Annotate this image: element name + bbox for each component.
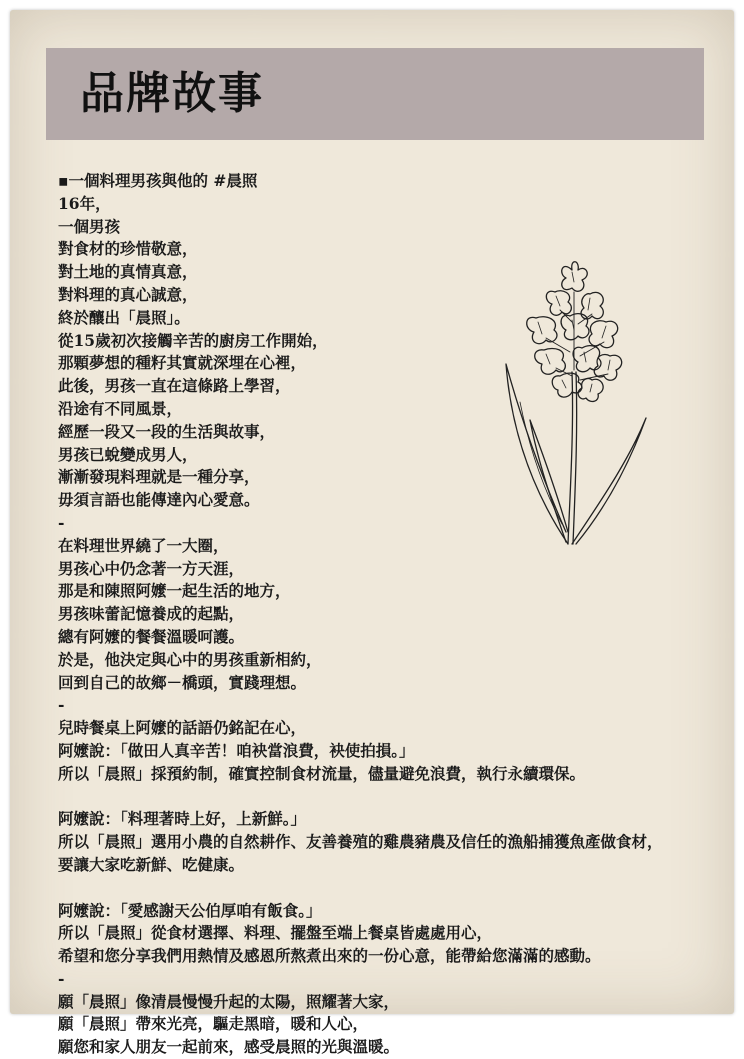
story-line: 一個男孩	[58, 216, 121, 236]
story-line: 經歷一段又一段的生活與故事，	[58, 421, 276, 441]
story-line: 對料理的真心誠意，	[58, 284, 198, 304]
story-line: 願「晨照」帶來光亮，驅走黑暗，暖和人心，	[58, 1014, 369, 1034]
story-line: 那是和陳照阿嬤一起生活的地方，	[58, 581, 291, 601]
story-line: 願「晨照」像清晨慢慢升起的太陽，照耀著大家，	[58, 991, 400, 1011]
title-banner	[46, 48, 704, 140]
story-line: 總有阿嬤的餐餐溫暖呵護。	[58, 626, 245, 646]
story-line: -	[58, 695, 65, 715]
story-line: 阿嬤說：「愛感謝天公伯厚咱有飯食。」	[58, 900, 322, 920]
story-line: 男孩味蕾記憶養成的起點，	[58, 604, 245, 624]
story-line: 在料理世界繞了一大圈，	[58, 535, 229, 555]
story-line: 所以「晨照」從食材選擇、料理、擺盤至端上餐桌皆處處用心，	[58, 923, 493, 943]
story-line: 阿嬤說：「做田人真辛苦！咱袂當浪費，袂使拍損。」	[58, 740, 415, 760]
story-line: 於是，他決定與心中的男孩重新相約，	[58, 649, 322, 669]
story-line: 所以「晨照」採預約制，確實控制食材流量，儘量避免浪費，執行永續環保。	[58, 763, 586, 783]
story-line: -	[58, 968, 65, 988]
story-line: 毋須言語也能傳達內心愛意。	[58, 490, 260, 510]
blank-line	[58, 786, 738, 809]
story-line: 此後，男孩一直在這條路上學習，	[58, 376, 291, 396]
story-line: ▪一個料理男孩與他的 #晨照	[58, 171, 258, 190]
story-line: 回到自己的故鄉－橋頭，實踐理想。	[58, 672, 307, 692]
story-line: 願您和家人朋友一起前來，感受晨照的光與溫暖。	[58, 1037, 400, 1057]
story-line: 終於釀出「晨照」。	[58, 307, 190, 327]
story-line: 從15歲初次接觸辛苦的廚房工作開始，	[58, 330, 328, 350]
blank-line	[58, 877, 738, 900]
story-line: 阿嬤說：「料理著時上好，上新鮮。」	[58, 809, 307, 829]
story-line: 要讓大家吃新鮮、吃健康。	[58, 854, 245, 874]
story-line: -	[58, 512, 65, 532]
hyacinth-illustration	[500, 252, 652, 552]
story-line: 漸漸發現料理就是一種分享，	[58, 467, 260, 487]
story-line: 那顆夢想的種籽其實就深埋在心裡，	[58, 353, 307, 373]
story-line: 希望和您分享我們用熱情及感恩所熬煮出來的一份心意，能帶給您滿滿的感動。	[58, 946, 601, 966]
story-line: 對食材的珍惜敬意，	[58, 239, 198, 259]
page-title: 品牌故事	[80, 68, 264, 119]
story-line: 對土地的真情真意，	[58, 262, 198, 282]
story-line: 16年，	[58, 193, 111, 213]
story-line: 兒時餐桌上阿嬤的話語仍銘記在心，	[58, 718, 307, 738]
story-line: 所以「晨照」選用小農的自然耕作、友善養殖的雞農豬農及信任的漁船捕獲魚產做食材，	[58, 832, 663, 852]
story-line: 男孩已蛻變成男人，	[58, 444, 198, 464]
story-line: 沿途有不同風景，	[58, 398, 183, 418]
story-line: 男孩心中仍念著一方天涯，	[58, 558, 245, 578]
